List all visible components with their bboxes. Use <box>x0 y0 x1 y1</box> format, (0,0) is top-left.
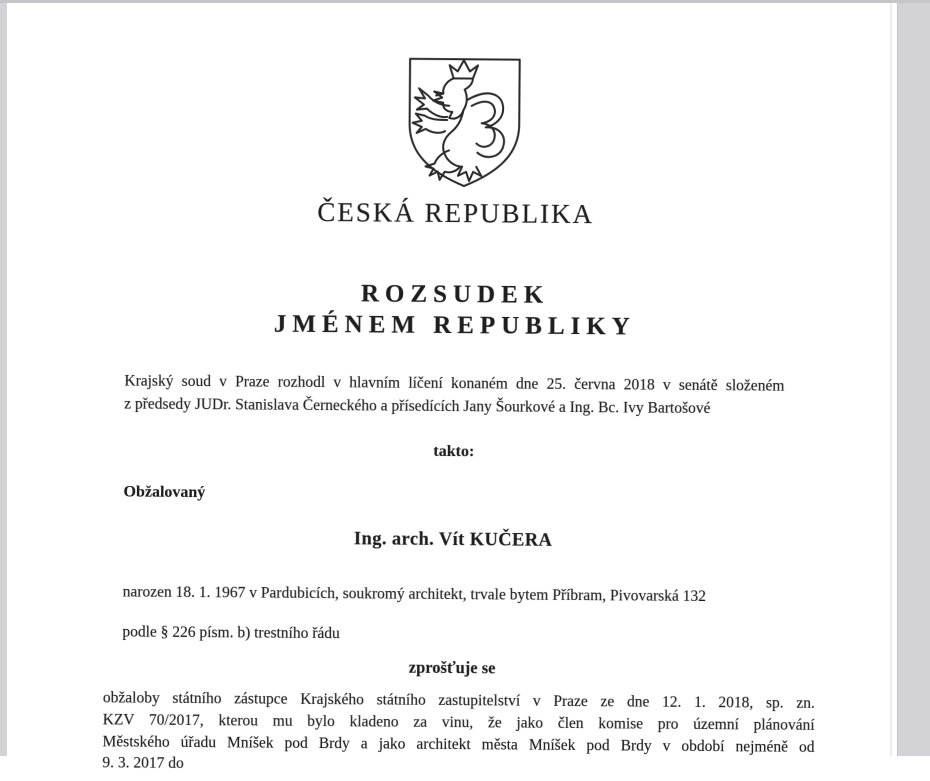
charge-line: obžaloby státního zástupce Krajského státního zastupitelství v Praze ze dne 12. 1. 2018, sp. zn. <box>102 689 815 712</box>
judgment-title-line2: JMÉNEM REPUBLIKY <box>273 310 636 341</box>
viewer-right-gutter <box>897 3 930 756</box>
country-title: ČESKÁ REPUBLIKA <box>317 196 595 230</box>
charge-line-partial: 9. 3. 2017 do <box>102 754 184 773</box>
charge-line: KZV 70/2017, kterou mu bylo kladeno za vinu, že jako člen komise pro územní plánování <box>102 711 815 734</box>
defendant-birth-line: narozen 18. 1. 1967 v Pardubicích, soukromý architekt, trvale bytem Příbram, Pivovarská 132 <box>122 583 707 606</box>
judgment-title <box>125 276 785 343</box>
czech-coat-of-arms-icon <box>400 53 529 192</box>
acquittal-label: zprošťuje se <box>408 657 496 678</box>
document-page <box>7 3 890 773</box>
takto-label: takto: <box>433 442 475 461</box>
intro-line: Krajský soud v Praze rozhodl v hlavním líčení konaném dne 25. června 2018 v senátě složeném <box>124 372 785 395</box>
page-content <box>3 0 892 773</box>
intro-line: z předsedy JUDr. Stanislava Černeckého a přísedících Jany Šourkové a Ing. Bc. Ivy Bartošové <box>124 394 711 417</box>
statute-line: podle § 226 písm. b) trestního řádu <box>122 623 340 643</box>
defendant-name: Ing. arch. Vít KUČERA <box>353 529 553 551</box>
judgment-title-line1: ROZSUDEK <box>360 280 550 309</box>
court-intro-paragraph <box>124 370 784 420</box>
charge-line: Městského úřadu Mníšek pod Brdy a jako architekt města Mníšek pod Brdy v období nejméně od <box>102 732 815 756</box>
charge-paragraph <box>102 687 815 780</box>
defendant-heading: Obžalovaný <box>123 483 206 502</box>
